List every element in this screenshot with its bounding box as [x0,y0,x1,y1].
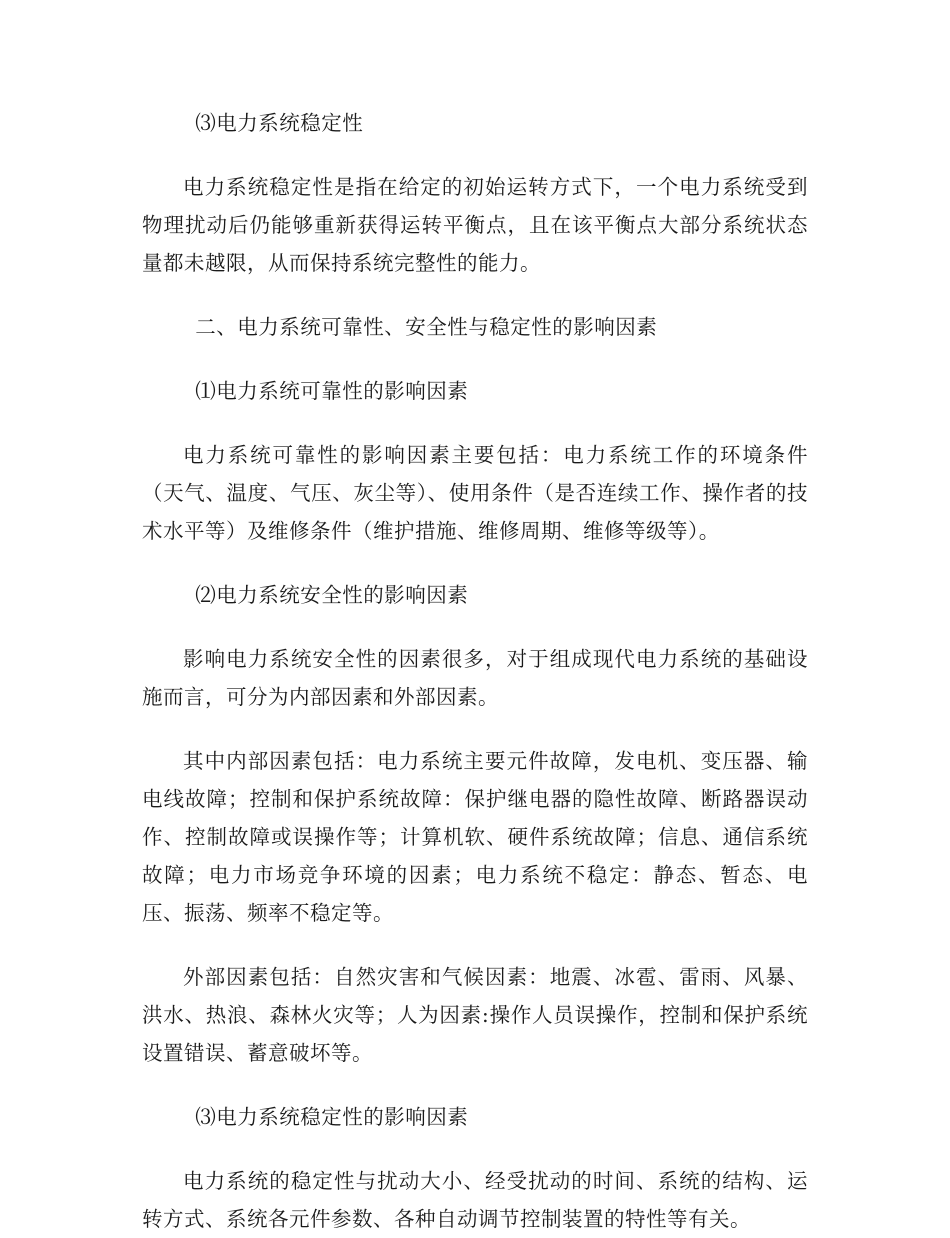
paragraph-external-factors: 外部因素包括：自然灾害和气候因素：地震、冰雹、雷雨、风暴、洪水、热浪、森林火灾等；人为因素:操作人员误操作，控制和保护系统设置错误、蓄意破坏等。 [142,965,808,1065]
subheading-stability-factors: ⑶电力系统稳定性的影响因素 [195,1105,469,1129]
subheading-reliability-factors: ⑴电力系统可靠性的影响因素 [195,379,469,403]
document-page [142,104,808,1238]
section-heading-influencing-factors: 二、电力系统可靠性、安全性与稳定性的影响因素 [195,315,658,339]
paragraph-security-overview: 影响电力系统安全性的因素很多，对于组成现代电力系统的基础设施而言，可分为内部因素和外部因素。 [142,647,808,709]
subheading-security-factors: ⑵电力系统安全性的影响因素 [195,583,469,607]
paragraph-stability-factors: 电力系统的稳定性与扰动大小、经受扰动的时间、系统的结构、运转方式、系统各元件参数、各种自动调节控制装置的特性等有关。 [142,1169,808,1231]
paragraph-stability-definition: 电力系统稳定性是指在给定的初始运转方式下，一个电力系统受到物理扰动后仍能够重新获得运转平衡点，且在该平衡点大部分系统状态量都未越限，从而保持系统完整性的能力。 [142,175,808,275]
paragraph-reliability-factors: 电力系统可靠性的影响因素主要包括：电力系统工作的环境条件（天气、温度、气压、灰尘等）、使用条件（是否连续工作、操作者的技术水平等）及维修条件（维护措施、维修周期、维修等级等）。 [142,443,808,543]
paragraph-internal-factors: 其中内部因素包括：电力系统主要元件故障，发电机、变压器、输电线故障；控制和保护系统故障：保护继电器的隐性故障、断路器误动作、控制故障或误操作等；计算机软、硬件系统故障；信息、通信系统故障；电力市场竞争环境的因素；电力系统不稳定：静态、暂态、电压、振荡、频率不稳定等。 [142,749,808,925]
section-heading-stability: ⑶电力系统稳定性 [195,111,364,135]
